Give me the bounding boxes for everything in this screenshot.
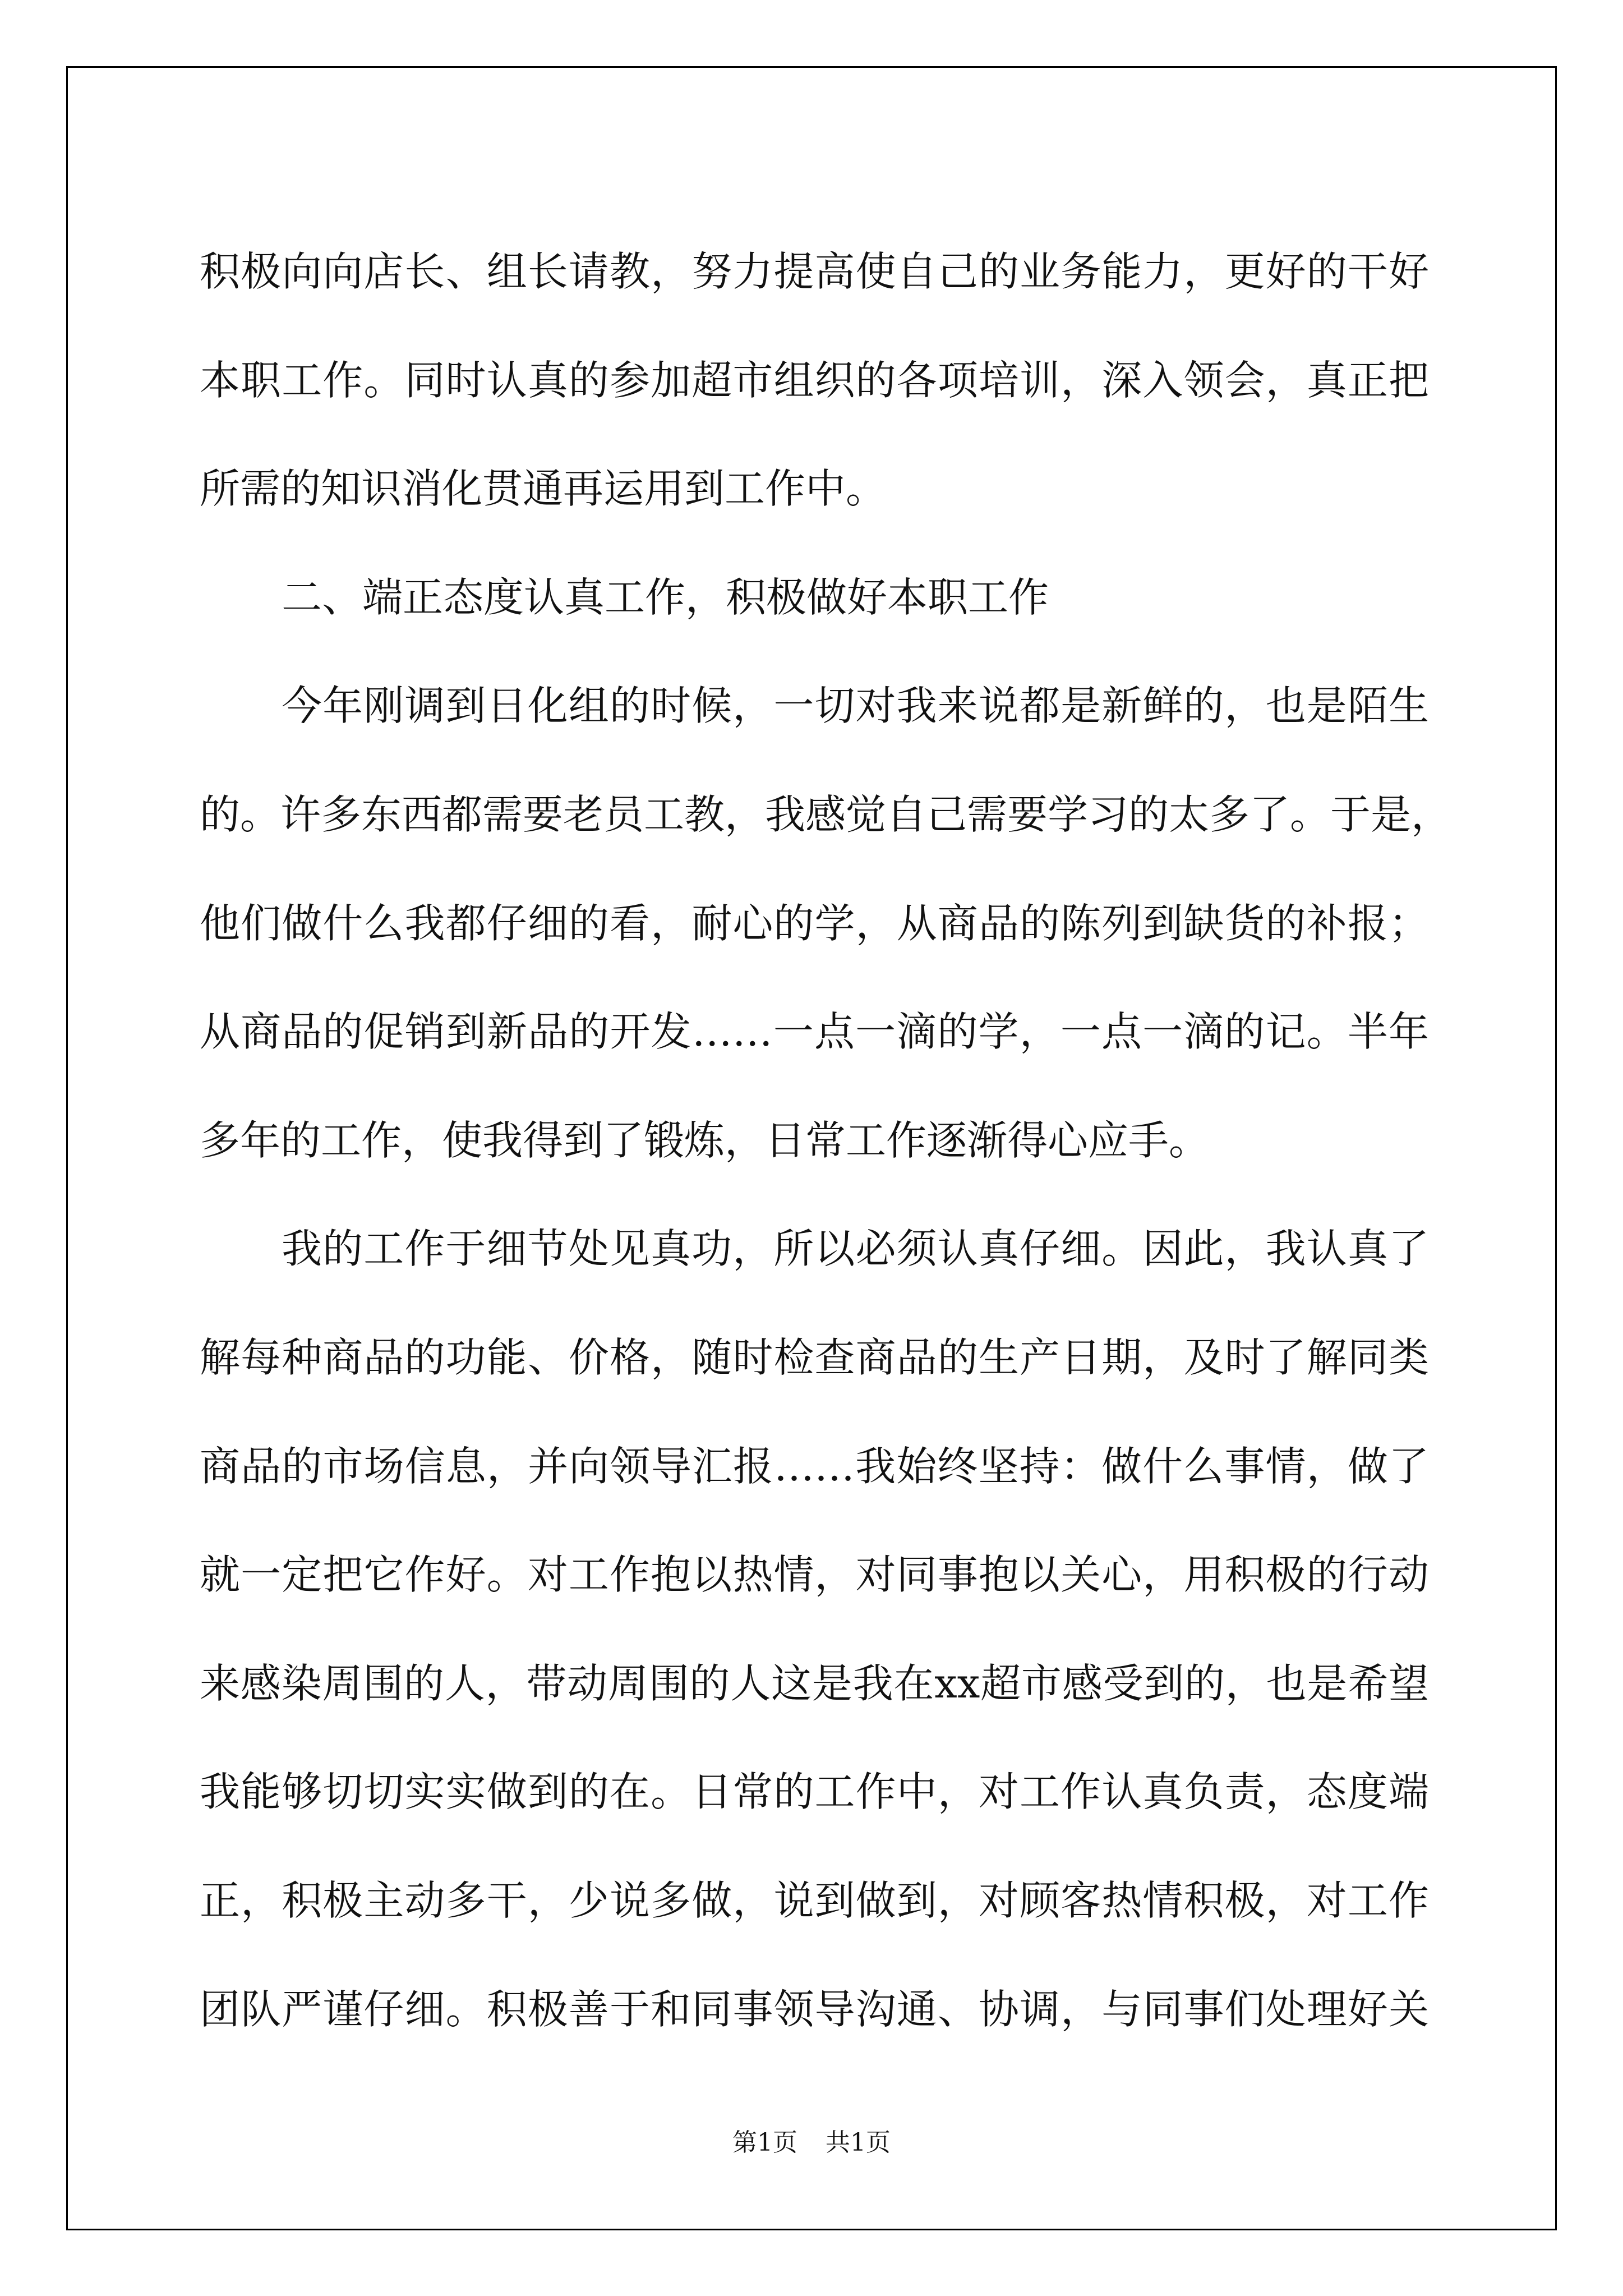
paragraph-line: 的。许多东西都需要老员工教，我感觉自己需要学习的太多了。于是， — [200, 790, 1452, 838]
paragraph-line: 本职工作。同时认真的参加超市组织的各项培训，深入领会，真正把 — [200, 356, 1429, 404]
paragraph-line: 所需的知识消化贯通再运用到工作中。 — [200, 465, 887, 513]
paragraph-line: 团队严谨仔细。积极善于和同事领导沟通、协调，与同事们处理好关 — [200, 1985, 1429, 2033]
paragraph-line: 正，积极主动多干，少说多做，说到做到，对顾客热情积极，对工作 — [200, 1876, 1429, 1924]
paragraph-line: 来感染周围的人，带动周围的人这是我在xx超市感受到的，也是希望 — [200, 1659, 1429, 1707]
paragraph-line: 解每种商品的功能、价格，随时检查商品的生产日期，及时了解同类 — [200, 1333, 1429, 1381]
page-footer — [0, 2126, 1623, 2160]
section-heading: 二、端正态度认真工作，积极做好本职工作 — [282, 573, 1049, 621]
paragraph-line: 就一定把它作好。对工作抱以热情，对同事抱以关心，用积极的行动 — [200, 1551, 1429, 1599]
paragraph-line: 我能够切切实实做到的在。日常的工作中，对工作认真负责，态度端 — [200, 1768, 1429, 1816]
paragraph-line: 多年的工作，使我得到了锻炼，日常工作逐渐得心应手。 — [200, 1116, 1210, 1164]
paragraph-line: 积极向向店长、组长请教，努力提高使自己的业务能力，更好的干好 — [200, 248, 1429, 295]
document-body — [200, 218, 1452, 2064]
paragraph-line: 我的工作于细节处见真功，所以必须认真仔细。因此，我认真了 — [282, 1225, 1429, 1273]
paragraph-line: 商品的市场信息，并向领导汇报……我始终坚持：做什么事情，做了 — [200, 1442, 1429, 1490]
paragraph-line: 从商品的促销到新品的开发……一点一滴的学，一点一滴的记。半年 — [200, 1008, 1429, 1056]
paragraph-line: 今年刚调到日化组的时候，一切对我来说都是新鲜的，也是陌生 — [282, 682, 1429, 730]
paragraph-line: 他们做什么我都仔细的看，耐心的学，从商品的陈列到缺货的补报； — [200, 899, 1429, 947]
page-number: 第1页 — [732, 2128, 797, 2157]
page-total: 共1页 — [826, 2128, 891, 2157]
